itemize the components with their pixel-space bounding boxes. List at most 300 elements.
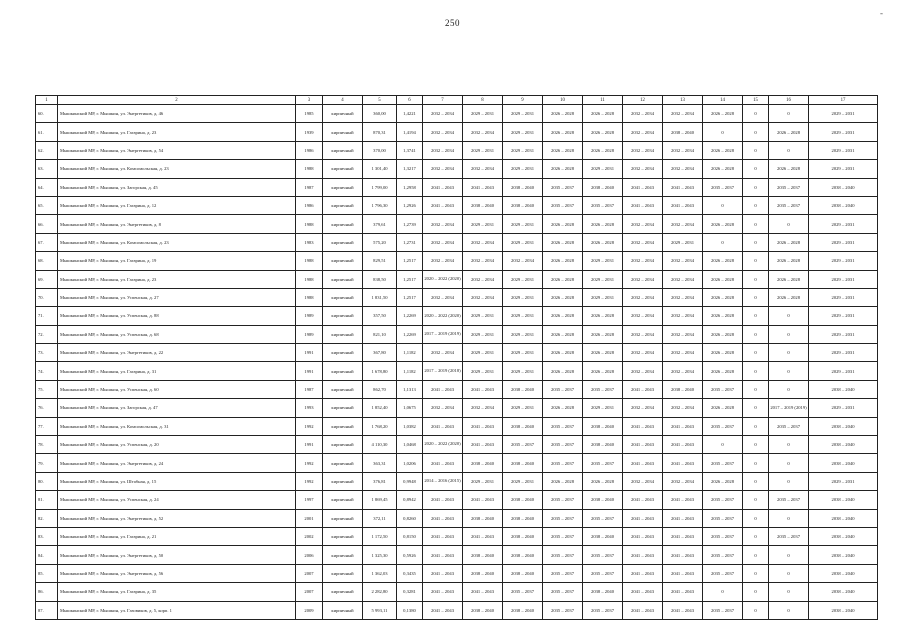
table-row — [36, 270, 878, 288]
table-cell-col-5: 1 301,40 — [363, 160, 397, 178]
table-cell-col-7: 2032 – 2034 — [423, 399, 463, 417]
table-cell-col-17: 2038 – 2040 — [809, 509, 878, 527]
table-cell-col-16: 2035 – 2037 — [769, 527, 809, 545]
table-cell-col-14: 2026 – 2028 — [703, 325, 743, 343]
table-cell-col-16: 2026 – 2028 — [769, 123, 809, 141]
table-cell-col-11: 2026 – 2028 — [583, 141, 623, 159]
column-header-5: 5 — [363, 96, 397, 105]
table-row — [36, 436, 878, 454]
table-cell-col-16: 2026 – 2028 — [769, 288, 809, 306]
table-cell-col-9: 2029 – 2031 — [503, 307, 543, 325]
table-cell-col-2: Мышкинский МР, г. Мышкин, ул. Энергетиков, д. 54 — [58, 141, 296, 159]
table-cell-col-17: 2038 – 2040 — [809, 454, 878, 472]
table-cell-col-7: 2032 – 2034 — [423, 233, 463, 251]
table-cell-col-17: 2029 – 2031 — [809, 472, 878, 490]
table-cell-col-2: Мышкинский МР, г. Мышкин, ул. Гагарина, д. 19 — [58, 252, 296, 270]
table-cell-col-15: 0 — [743, 288, 769, 306]
table-cell-col-7: 2041 – 2043 — [423, 564, 463, 582]
table-cell-col-11: 2035 – 2037 — [583, 564, 623, 582]
table-cell-col-9: 2038 – 2040 — [503, 454, 543, 472]
table-cell-col-5: 360,00 — [363, 105, 397, 123]
table-cell-col-1: 73. — [36, 344, 58, 362]
table-row — [36, 491, 878, 509]
table-cell-col-10: 2026 – 2028 — [543, 325, 583, 343]
table-cell-col-8: 2041 – 2043 — [463, 583, 503, 601]
table-cell-col-5: 1 325,30 — [363, 546, 397, 564]
table-cell-col-10: 2035 – 2037 — [543, 417, 583, 435]
table-cell-col-13: 2032 – 2034 — [663, 105, 703, 123]
table-cell-col-12: 2032 – 2034 — [623, 252, 663, 270]
table-cell-col-17: 2029 – 2031 — [809, 160, 878, 178]
table-cell-col-4: кирпичный — [323, 417, 363, 435]
table-cell-col-6: 1,2739 — [397, 215, 423, 233]
table-cell-col-11: 2035 – 2037 — [583, 546, 623, 564]
table-cell-col-15: 0 — [743, 252, 769, 270]
table-cell-col-9: 2038 – 2040 — [503, 509, 543, 527]
table-cell-col-4: кирпичный — [323, 196, 363, 214]
table-row — [36, 601, 878, 619]
table-cell-col-8: 2032 – 2034 — [463, 270, 503, 288]
table-cell-col-17: 2038 – 2040 — [809, 491, 878, 509]
table-cell-col-13: 2041 – 2043 — [663, 564, 703, 582]
table-cell-col-6: 1,2517 — [397, 252, 423, 270]
table-cell-col-13: 2032 – 2034 — [663, 307, 703, 325]
table-cell-col-5: 376,81 — [363, 472, 397, 490]
table-cell-col-2: Мышкинский МР, г. Мышкин, ул. Гагарина, д. 23 — [58, 123, 296, 141]
table-cell-col-6: 0,5926 — [397, 546, 423, 564]
table-cell-col-16: 0 — [769, 307, 809, 325]
table-cell-col-14: 2026 – 2028 — [703, 252, 743, 270]
table-cell-col-17: 2038 – 2040 — [809, 196, 878, 214]
table-cell-col-5: 862,70 — [363, 380, 397, 398]
column-header-3: 3 — [296, 96, 323, 105]
table-cell-col-11: 2029 – 2031 — [583, 270, 623, 288]
table-cell-col-15: 0 — [743, 527, 769, 545]
table-cell-col-9: 2029 – 2031 — [503, 123, 543, 141]
table-cell-col-1: 78. — [36, 436, 58, 454]
table-cell-col-8: 2038 – 2040 — [463, 546, 503, 564]
table-cell-col-8: 2032 – 2034 — [463, 160, 503, 178]
table-cell-col-2: Мышкинский МР, г. Мышкин, ул. Газовиков, д. 5, корп. 1 — [58, 601, 296, 619]
table-cell-col-15: 0 — [743, 325, 769, 343]
table-cell-col-13: 2038 – 2040 — [663, 123, 703, 141]
table-cell-col-1: 83. — [36, 527, 58, 545]
table-cell-col-17: 2038 – 2040 — [809, 583, 878, 601]
table-cell-col-12: 2041 – 2043 — [623, 601, 663, 619]
table-cell-col-3: 2007 — [296, 564, 323, 582]
table-cell-col-2: Мышкинский МР, г. Мышкин, ул. Гагарина, д. 23 — [58, 270, 296, 288]
table-cell-col-6: 1,1182 — [397, 344, 423, 362]
table-cell-col-16: 0 — [769, 325, 809, 343]
table-cell-col-5: 1 796,30 — [363, 196, 397, 214]
table-cell-col-8: 2029 – 2031 — [463, 105, 503, 123]
table-cell-col-15: 0 — [743, 178, 769, 196]
table-cell-col-12: 2032 – 2034 — [623, 215, 663, 233]
table-cell-col-2: Мышкинский МР, г. Мышкин, ул. Энергетиков, д. 46 — [58, 105, 296, 123]
table-cell-col-3: 1983 — [296, 233, 323, 251]
table-cell-col-17: 2029 – 2031 — [809, 344, 878, 362]
table-cell-col-6: 1,0468 — [397, 436, 423, 454]
table-cell-col-13: 2032 – 2034 — [663, 344, 703, 362]
table-cell-col-6: 1,1182 — [397, 362, 423, 380]
table-cell-col-13: 2032 – 2034 — [663, 270, 703, 288]
table-cell-col-13: 2041 – 2043 — [663, 178, 703, 196]
table-cell-col-3: 1986 — [296, 141, 323, 159]
table-cell-col-4: кирпичный — [323, 527, 363, 545]
table-cell-col-3: 1989 — [296, 307, 323, 325]
table-cell-col-10: 2035 – 2037 — [543, 527, 583, 545]
table-cell-col-11: 2038 – 2040 — [583, 436, 623, 454]
table-cell-col-15: 0 — [743, 436, 769, 454]
table-cell-col-14: 2035 – 2037 — [703, 454, 743, 472]
table-cell-col-6: 1,2517 — [397, 288, 423, 306]
table-cell-col-7: 2032 – 2034 — [423, 160, 463, 178]
table-cell-col-16: 0 — [769, 564, 809, 582]
table-cell-col-10: 2026 – 2028 — [543, 215, 583, 233]
table-row — [36, 380, 878, 398]
table-cell-col-12: 2032 – 2034 — [623, 344, 663, 362]
table-cell-col-7: 2020 – 2022 (2020) — [423, 307, 463, 325]
table-cell-col-14: 2035 – 2037 — [703, 417, 743, 435]
table-cell-col-10: 2026 – 2028 — [543, 123, 583, 141]
table-cell-col-10: 2026 – 2028 — [543, 141, 583, 159]
table-cell-col-16: 0 — [769, 454, 809, 472]
table-cell-col-7: 2041 – 2043 — [423, 491, 463, 509]
table-cell-col-12: 2032 – 2034 — [623, 233, 663, 251]
table-cell-col-1: 81. — [36, 491, 58, 509]
table-cell-col-11: 2035 – 2037 — [583, 380, 623, 398]
table-cell-col-13: 2041 – 2043 — [663, 491, 703, 509]
table-cell-col-16: 0 — [769, 105, 809, 123]
table-cell-col-1: 64. — [36, 178, 58, 196]
table-cell-col-12: 2041 – 2043 — [623, 546, 663, 564]
table-cell-col-5: 838,50 — [363, 270, 397, 288]
table-cell-col-10: 2035 – 2037 — [543, 509, 583, 527]
corner-mark: - — [880, 8, 883, 18]
table-cell-col-17: 2029 – 2031 — [809, 362, 878, 380]
table-cell-col-8: 2041 – 2043 — [463, 436, 503, 454]
table-cell-col-14: 0 — [703, 233, 743, 251]
table-cell-col-7: 2032 – 2034 — [423, 252, 463, 270]
table-cell-col-8: 2029 – 2031 — [463, 325, 503, 343]
table-cell-col-8: 2038 – 2040 — [463, 196, 503, 214]
table-cell-col-11: 2029 – 2031 — [583, 399, 623, 417]
table-cell-col-8: 2032 – 2034 — [463, 123, 503, 141]
table-cell-col-8: 2041 – 2043 — [463, 491, 503, 509]
table-cell-col-6: 1,3217 — [397, 160, 423, 178]
table-cell-col-5: 357,50 — [363, 307, 397, 325]
table-cell-col-1: 71. — [36, 307, 58, 325]
table-cell-col-3: 1992 — [296, 417, 323, 435]
table-cell-col-3: 2006 — [296, 546, 323, 564]
table-cell-col-9: 2038 – 2040 — [503, 527, 543, 545]
table-cell-col-17: 2029 – 2031 — [809, 215, 878, 233]
table-cell-col-2: Мышкинский МР, г. Мышкин, ул. Комсомольская, д. 23 — [58, 160, 296, 178]
table-cell-col-12: 2041 – 2043 — [623, 436, 663, 454]
table-cell-col-3: 1988 — [296, 288, 323, 306]
table-cell-col-5: 2 282,80 — [363, 583, 397, 601]
table-row — [36, 362, 878, 380]
table-cell-col-15: 0 — [743, 233, 769, 251]
table-cell-col-13: 2032 – 2034 — [663, 215, 703, 233]
table-cell-col-11: 2035 – 2037 — [583, 196, 623, 214]
table-cell-col-14: 2026 – 2028 — [703, 399, 743, 417]
table-cell-col-12: 2041 – 2043 — [623, 380, 663, 398]
table-cell-col-3: 1939 — [296, 123, 323, 141]
table-cell-col-15: 0 — [743, 215, 769, 233]
table-cell-col-12: 2041 – 2043 — [623, 178, 663, 196]
table-cell-col-3: 2007 — [296, 583, 323, 601]
table-cell-col-15: 0 — [743, 454, 769, 472]
table-cell-col-1: 66. — [36, 215, 58, 233]
table-cell-col-11: 2026 – 2028 — [583, 362, 623, 380]
table-cell-col-15: 0 — [743, 509, 769, 527]
table-cell-col-13: 2032 – 2034 — [663, 362, 703, 380]
table-cell-col-8: 2038 – 2040 — [463, 601, 503, 619]
table-cell-col-8: 2041 – 2043 — [463, 380, 503, 398]
table-cell-col-10: 2026 – 2028 — [543, 233, 583, 251]
table-cell-col-1: 70. — [36, 288, 58, 306]
table-cell-col-2: Мышкинский МР, г. Мышкин, ул. Энергетиков, д. 22 — [58, 344, 296, 362]
table-cell-col-14: 2026 – 2028 — [703, 288, 743, 306]
table-cell-col-7: 2020 – 2022 (2020) — [423, 270, 463, 288]
table-cell-col-9: 2029 – 2031 — [503, 105, 543, 123]
table-cell-col-17: 2038 – 2040 — [809, 546, 878, 564]
table-cell-col-5: 1 799,00 — [363, 178, 397, 196]
table-cell-col-13: 2032 – 2034 — [663, 325, 703, 343]
table-cell-col-3: 1997 — [296, 491, 323, 509]
table-cell-col-9: 2038 – 2040 — [503, 564, 543, 582]
table-cell-col-6: 1,2269 — [397, 325, 423, 343]
table-cell-col-12: 2032 – 2034 — [623, 325, 663, 343]
table-cell-col-5: 5 993,11 — [363, 601, 397, 619]
table-cell-col-8: 2029 – 2031 — [463, 141, 503, 159]
table-cell-col-15: 0 — [743, 491, 769, 509]
table-cell-col-6: 0,9948 — [397, 472, 423, 490]
table-cell-col-8: 2038 – 2040 — [463, 509, 503, 527]
table-cell-col-12: 2032 – 2034 — [623, 123, 663, 141]
table-cell-col-4: кирпичный — [323, 454, 363, 472]
table-cell-col-7: 2014 – 2016 (2015) — [423, 472, 463, 490]
table-cell-col-14: 2026 – 2028 — [703, 472, 743, 490]
table-cell-col-17: 2029 – 2031 — [809, 325, 878, 343]
table-cell-col-7: 2032 – 2034 — [423, 105, 463, 123]
table-cell-col-6: 1,2269 — [397, 307, 423, 325]
table-row — [36, 546, 878, 564]
table-cell-col-10: 2026 – 2028 — [543, 307, 583, 325]
table-cell-col-15: 0 — [743, 160, 769, 178]
table-cell-col-2: Мышкинский МР, г. Мышкин, ул. Энергетиков, д. 56 — [58, 564, 296, 582]
table-cell-col-13: 2041 – 2043 — [663, 509, 703, 527]
table-cell-col-12: 2041 – 2043 — [623, 509, 663, 527]
table-cell-col-1: 76. — [36, 399, 58, 417]
table-cell-col-4: кирпичный — [323, 288, 363, 306]
table-cell-col-14: 2035 – 2037 — [703, 491, 743, 509]
table-cell-col-2: Мышкинский МР, г. Мышкин, ул. Гагарина, д. 21 — [58, 527, 296, 545]
table-cell-col-8: 2041 – 2043 — [463, 417, 503, 435]
table-cell-col-5: 363,31 — [363, 454, 397, 472]
table-cell-col-11: 2038 – 2040 — [583, 527, 623, 545]
table-row — [36, 325, 878, 343]
table-cell-col-4: кирпичный — [323, 105, 363, 123]
table-cell-col-12: 2032 – 2034 — [623, 160, 663, 178]
table-cell-col-13: 2041 – 2043 — [663, 583, 703, 601]
table-cell-col-14: 2035 – 2037 — [703, 509, 743, 527]
table-cell-col-1: 69. — [36, 270, 58, 288]
table-cell-col-6: 1,2517 — [397, 270, 423, 288]
table-cell-col-10: 2026 – 2028 — [543, 270, 583, 288]
table-cell-col-4: кирпичный — [323, 215, 363, 233]
table-cell-col-12: 2032 – 2034 — [623, 399, 663, 417]
table-cell-col-17: 2038 – 2040 — [809, 380, 878, 398]
table-cell-col-13: 2032 – 2034 — [663, 160, 703, 178]
table-cell-col-4: кирпичный — [323, 472, 363, 490]
table-cell-col-6: 1,4221 — [397, 105, 423, 123]
table-cell-col-5: 821,10 — [363, 325, 397, 343]
table-cell-col-3: 2002 — [296, 527, 323, 545]
table-cell-col-6: 1,4194 — [397, 123, 423, 141]
table-cell-col-4: кирпичный — [323, 436, 363, 454]
column-header-10: 10 — [543, 96, 583, 105]
column-header-14: 14 — [703, 96, 743, 105]
table-cell-col-16: 2035 – 2037 — [769, 491, 809, 509]
table-cell-col-16: 2035 – 2037 — [769, 178, 809, 196]
table-cell-col-15: 0 — [743, 546, 769, 564]
table-cell-col-3: 1988 — [296, 252, 323, 270]
table-cell-col-17: 2029 – 2031 — [809, 252, 878, 270]
table-cell-col-10: 2035 – 2037 — [543, 564, 583, 582]
table-cell-col-4: кирпичный — [323, 233, 363, 251]
table-cell-col-9: 2029 – 2031 — [503, 344, 543, 362]
table-cell-col-14: 2035 – 2037 — [703, 527, 743, 545]
table-row — [36, 344, 878, 362]
table-cell-col-9: 2038 – 2040 — [503, 380, 543, 398]
table-cell-col-15: 0 — [743, 601, 769, 619]
table-cell-col-14: 2035 – 2037 — [703, 564, 743, 582]
table-cell-col-14: 0 — [703, 123, 743, 141]
table-row — [36, 252, 878, 270]
table-cell-col-9: 2029 – 2031 — [503, 270, 543, 288]
table-row — [36, 454, 878, 472]
table-cell-col-10: 2026 – 2028 — [543, 252, 583, 270]
table-cell-col-14: 0 — [703, 583, 743, 601]
table-row — [36, 160, 878, 178]
table-cell-col-3: 1992 — [296, 472, 323, 490]
table-cell-col-3: 1991 — [296, 344, 323, 362]
table-cell-col-12: 2041 – 2043 — [623, 454, 663, 472]
table-cell-col-6: 0,3281 — [397, 583, 423, 601]
table-cell-col-16: 2035 – 2037 — [769, 196, 809, 214]
table-row — [36, 141, 878, 159]
table-cell-col-12: 2041 – 2043 — [623, 564, 663, 582]
table-cell-col-17: 2029 – 2031 — [809, 105, 878, 123]
table-cell-col-10: 2035 – 2037 — [543, 454, 583, 472]
table-cell-col-6: 1,0675 — [397, 399, 423, 417]
table-cell-col-3: 1992 — [296, 454, 323, 472]
table-cell-col-13: 2038 – 2040 — [663, 380, 703, 398]
table-cell-col-14: 2026 – 2028 — [703, 307, 743, 325]
housing-repair-schedule-table — [35, 95, 878, 620]
table-cell-col-1: 68. — [36, 252, 58, 270]
table-cell-col-11: 2026 – 2028 — [583, 344, 623, 362]
table-cell-col-15: 0 — [743, 417, 769, 435]
table-cell-col-5: 1 869,45 — [363, 491, 397, 509]
table-cell-col-16: 0 — [769, 141, 809, 159]
table-cell-col-2: Мышкинский МР, г. Мышкин, ул. Успенская, д. 88 — [58, 307, 296, 325]
table-cell-col-8: 2029 – 2031 — [463, 215, 503, 233]
table-cell-col-11: 2026 – 2028 — [583, 233, 623, 251]
table-cell-col-16: 2026 – 2028 — [769, 270, 809, 288]
table-cell-col-16: 0 — [769, 546, 809, 564]
table-cell-col-15: 0 — [743, 105, 769, 123]
table-cell-col-13: 2041 – 2043 — [663, 196, 703, 214]
table-cell-col-8: 2032 – 2034 — [463, 288, 503, 306]
table-cell-col-2: Мышкинский МР, г. Мышкин, ул. Энергетиков, д. 52 — [58, 509, 296, 527]
table-cell-col-16: 2026 – 2028 — [769, 252, 809, 270]
table-cell-col-1: 72. — [36, 325, 58, 343]
table-cell-col-17: 2038 – 2040 — [809, 178, 878, 196]
table-cell-col-8: 2041 – 2043 — [463, 178, 503, 196]
table-row — [36, 509, 878, 527]
table-row — [36, 233, 878, 251]
table-body — [36, 105, 878, 620]
table-cell-col-2: Мышкинский МР, г. Мышкин, ул. Загорская, д. 45 — [58, 178, 296, 196]
table-cell-col-7: 2041 – 2043 — [423, 454, 463, 472]
table-cell-col-3: 2009 — [296, 601, 323, 619]
column-header-4: 4 — [323, 96, 363, 105]
column-header-9: 9 — [503, 96, 543, 105]
table-cell-col-12: 2032 – 2034 — [623, 288, 663, 306]
table-cell-col-17: 2029 – 2031 — [809, 123, 878, 141]
table-cell-col-9: 2038 – 2040 — [503, 196, 543, 214]
table-cell-col-6: 1,0206 — [397, 454, 423, 472]
table-cell-col-10: 2035 – 2037 — [543, 380, 583, 398]
table-cell-col-9: 2038 – 2040 — [503, 601, 543, 619]
table-cell-col-11: 2026 – 2028 — [583, 123, 623, 141]
table-cell-col-8: 2038 – 2040 — [463, 454, 503, 472]
table-cell-col-14: 0 — [703, 196, 743, 214]
table-cell-col-8: 2029 – 2031 — [463, 307, 503, 325]
table-cell-col-11: 2029 – 2031 — [583, 160, 623, 178]
table-cell-col-16: 0 — [769, 472, 809, 490]
table-cell-col-9: 2029 – 2031 — [503, 472, 543, 490]
table-cell-col-8: 2038 – 2040 — [463, 564, 503, 582]
table-cell-col-10: 2035 – 2037 — [543, 583, 583, 601]
table-cell-col-4: кирпичный — [323, 564, 363, 582]
table-cell-col-6: 0,8942 — [397, 491, 423, 509]
table-cell-col-8: 2029 – 2031 — [463, 362, 503, 380]
table-cell-col-15: 0 — [743, 141, 769, 159]
table-cell-col-12: 2041 – 2043 — [623, 491, 663, 509]
table-cell-col-1: 87. — [36, 601, 58, 619]
table-cell-col-10: 2035 – 2037 — [543, 546, 583, 564]
table-cell-col-2: Мышкинский МР, г. Мышкин, ул. Успенская, д. 68 — [58, 325, 296, 343]
table-cell-col-7: 2041 – 2043 — [423, 380, 463, 398]
table-cell-col-11: 2038 – 2040 — [583, 417, 623, 435]
table-cell-col-16: 0 — [769, 380, 809, 398]
table-cell-col-16: 0 — [769, 362, 809, 380]
table-cell-col-3: 1988 — [296, 160, 323, 178]
table-row — [36, 527, 878, 545]
table-cell-col-7: 2041 – 2043 — [423, 178, 463, 196]
table-cell-col-6: 1,2958 — [397, 178, 423, 196]
table-cell-col-3: 1987 — [296, 178, 323, 196]
table-cell-col-13: 2041 – 2043 — [663, 546, 703, 564]
table-cell-col-13: 2041 – 2043 — [663, 527, 703, 545]
table-cell-col-2: Мышкинский МР, г. Мышкин, ул. Штабная, д. 15 — [58, 472, 296, 490]
table-cell-col-17: 2029 – 2031 — [809, 233, 878, 251]
table-cell-col-17: 2038 – 2040 — [809, 601, 878, 619]
